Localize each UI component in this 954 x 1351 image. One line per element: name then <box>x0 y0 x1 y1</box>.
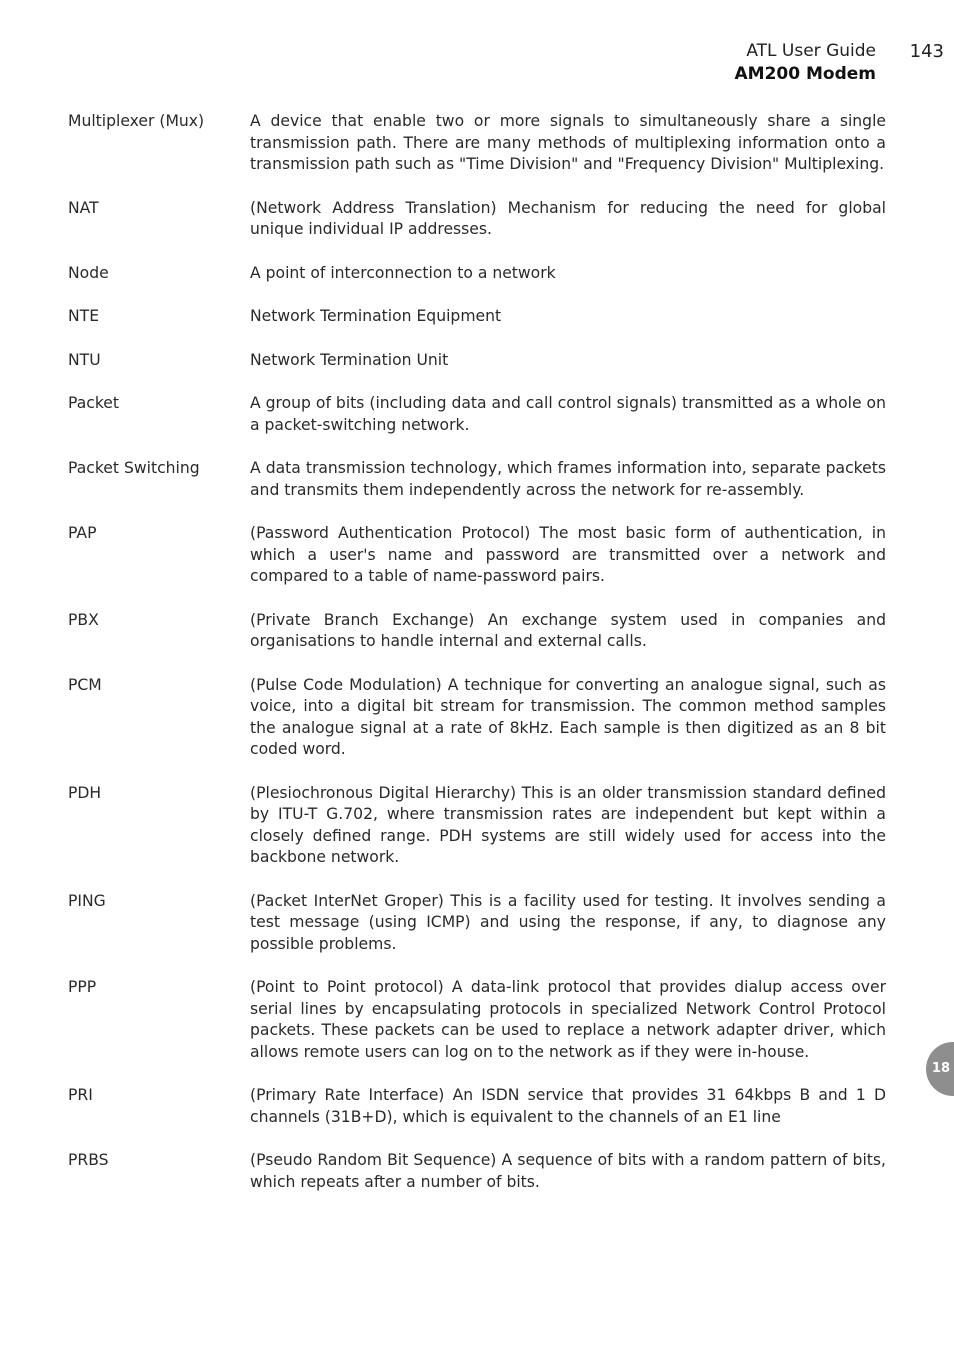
glossary-entry <box>68 1150 886 1193</box>
glossary-entry <box>68 675 886 761</box>
glossary-term: NTE <box>68 307 100 325</box>
page-number: 143 <box>909 41 944 62</box>
glossary-definition: A device that enable two or more signals to simultaneously share a single transmission path. There are many methods of multiplexing information onto a transmission path such as "Time Division" and "Frequency Division" Multiplexing. <box>250 112 886 173</box>
glossary-definition: Network Termination Equipment <box>250 307 502 325</box>
glossary-term: PAP <box>68 524 97 542</box>
glossary-entry <box>68 263 886 285</box>
glossary-entry <box>68 393 886 436</box>
glossary-entry <box>68 350 886 372</box>
chapter-tab: 18 <box>926 1042 954 1096</box>
glossary-entry <box>68 198 886 241</box>
glossary-entry <box>68 523 886 588</box>
glossary-term: PCM <box>68 675 102 694</box>
glossary-term: Node <box>68 263 109 282</box>
glossary-definition: A group of bits (including data and call control signals) transmitted as a whole on a packet-switching network. <box>250 394 886 434</box>
glossary-definition: (Password Authentication Protocol) The most basic form of authentication, in which a user's name and password are transmitted over a network and compared to a table of name-password pairs. <box>250 524 886 585</box>
glossary-definition: (Point to Point protocol) A data-link protocol that provides dialup access over serial lines by encapsulating protocols in specialized Network Control Protocol packets. These packets can be used to replace a network adapter driver, which allows remote users can log on to the network as if they were in-house. <box>250 978 886 1061</box>
glossary-definition: Network Termination Unit <box>250 350 449 369</box>
glossary-entry <box>68 610 886 653</box>
glossary-term: NTU <box>68 350 101 369</box>
glossary-entry <box>68 458 886 501</box>
glossary-definition: (Pulse Code Modulation) A technique for converting an analogue signal, such as voice, into a digital bit stream for transmission. The common method samples the analogue signal at a rate of 8kHz. Each sample is then digitized as an 8 bit coded word. <box>250 675 886 758</box>
glossary-entry <box>68 891 886 956</box>
glossary-term: PBX <box>68 610 99 629</box>
glossary-entry <box>68 783 886 869</box>
glossary-definition: (Network Address Translation) Mechanism for reducing the need for global unique individual IP addresses. <box>250 198 886 238</box>
glossary-definition: (Plesiochronous Digital Hierarchy) This is an older transmission standard defined by ITU-T G.702, where transmission rates are independent but kept within a closely defined range. PDH systems are still widely used for access into the backbone network. <box>250 783 886 866</box>
glossary-entry <box>68 1085 886 1128</box>
glossary-definition: A data transmission technology, which frames information into, separate packets and transmits them independently across the network for re-assembly. <box>250 459 886 499</box>
glossary-term: PPP <box>68 978 97 996</box>
glossary-term: PING <box>68 891 106 910</box>
glossary-term: PDH <box>68 783 102 802</box>
document-title: ATL User Guide <box>746 41 876 61</box>
glossary-entry <box>68 111 886 176</box>
glossary-list <box>68 111 886 1215</box>
glossary-definition: (Private Branch Exchange) An exchange system used in companies and organisations to handle internal and external calls. <box>250 610 886 650</box>
glossary-term: PRBS <box>68 1151 109 1169</box>
glossary-definition: A point of interconnection to a network <box>250 263 556 282</box>
glossary-term: Packet Switching <box>68 459 200 477</box>
glossary-term: PRI <box>68 1086 93 1104</box>
document-subtitle: AM200 Modem <box>734 64 876 84</box>
glossary-entry <box>68 977 886 1063</box>
glossary-term: Packet <box>68 394 120 412</box>
glossary-definition: (Packet InterNet Groper) This is a facility used for testing. It involves sending a test message (using ICMP) and using the response, if any, to diagnose any possible problems. <box>250 891 886 953</box>
glossary-definition: (Primary Rate Interface) An ISDN service that provides 31 64kbps B and 1 D channels (31B+D), which is equivalent to the channels of an E1 line <box>250 1086 886 1126</box>
glossary-entry <box>68 306 886 328</box>
glossary-term: NAT <box>68 198 99 217</box>
glossary-definition: (Pseudo Random Bit Sequence) A sequence of bits with a random pattern of bits, which repeats after a number of bits. <box>250 1151 886 1191</box>
glossary-term: Multiplexer (Mux) <box>68 112 205 130</box>
